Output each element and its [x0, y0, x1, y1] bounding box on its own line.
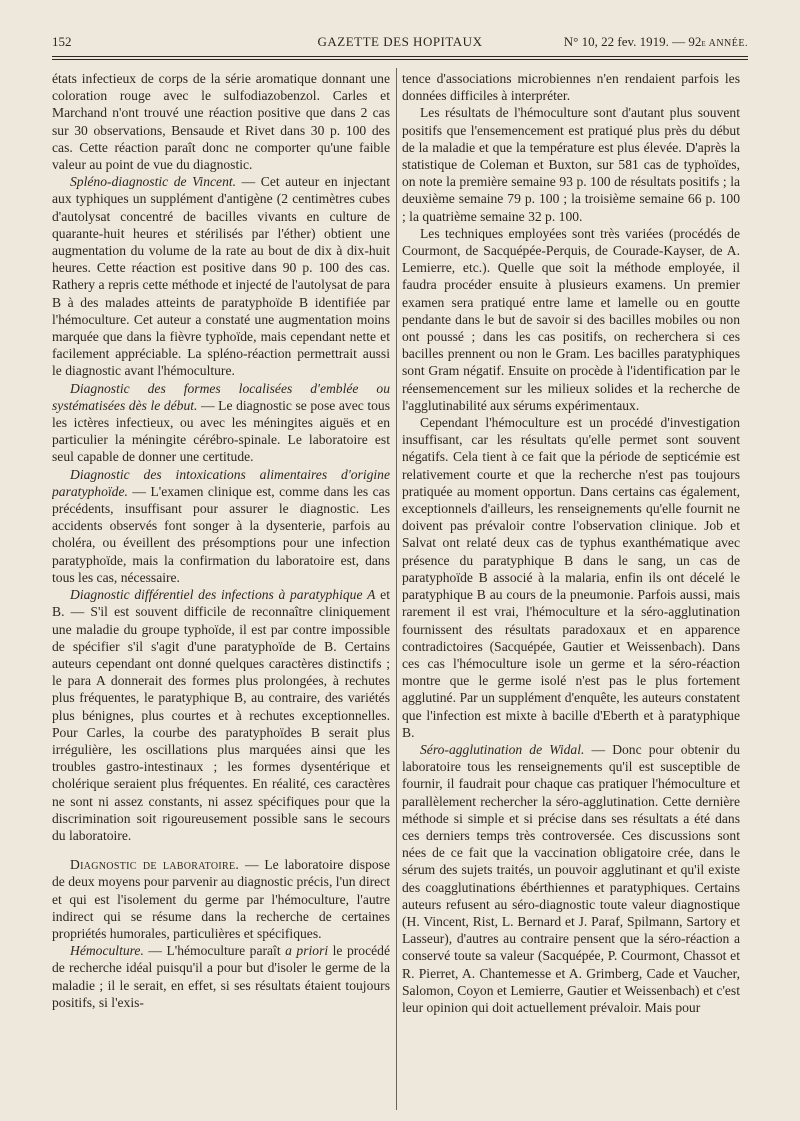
paragraph: Hémoculture. — L'hémoculture paraît a priori le procédé de recherche idéal puisqu'il a pour but d'isoler le germe de la maladie ; il le serait, en effet, si ses résultats étaient toujours positifs, si l'exis- — [52, 943, 390, 1010]
page-number: 152 — [52, 34, 72, 49]
left-column — [52, 70, 390, 1110]
journal-title: GAZETTE DES HOPITAUX — [317, 34, 483, 49]
right-column — [402, 70, 740, 1110]
header-rule-thick — [52, 56, 748, 57]
paragraph: Diagnostic des formes localisées d'emblée ou systématisées dès le début. — Le diagnostic se pose avec tous les ictères infectieux, ou avec les méningites aiguës et en particulier la méningite cérébro-spinale. Le laboratoire est seul capable de donner une certitude. — [52, 380, 390, 465]
section-heading: Diagnostic différentiel des infections à paratyphique — [70, 587, 363, 603]
paragraph: états infectieux de corps de la série aromatique donnant une coloration rouge avec le sulfodiazobenzol. Carles et Marchand n'ont trouvé une réaction positive que dans 2 cas sur 30 observations, Bensaude et Rivet dans 30 p. 100 des cas. Cette réaction paraît donc ne comporter qu'une faible valeur au point de vue du diagnostic. — [52, 71, 390, 173]
section-heading: Diagnostic des formes localisées d'emblée ou systématisées dès le début. — [52, 380, 390, 413]
page-header — [52, 34, 748, 52]
section-heading: Diagnostic des intoxications alimentaires d'origine paratyphoïde. — [52, 466, 390, 499]
section-heading: Spléno-diagnostic de Vincent. — [70, 174, 237, 190]
paragraph: Séro-agglutination de Widal. — Donc pour obtenir du laboratoire tous les renseignements qu'il est susceptible de fournir, il faudrait pour chaque cas pratiquer l'hémoculture et parallèlement rechercher la séro-agglutination. Cette dernière méthode si simple et si précise dans ses résultats a été dans ces derniers temps très controversée. Ces discussions sont nées de ce fait que la vaccination obligatoire crée, dans le sérum des sujets traités, un pouvoir agglutinant et qu'il existe des coagglutinations ébérthiennes et paratyphiques. Certains auteurs refusent au séro-diagnostic toute valeur diagnostique (H. Vincent, Rist, L. Bernard et J. Paraf, Spilmann, Sartory et Lasseur), d'autres au contraire pensent que la séro-réaction a conservé toute sa valeur (Sacquépée, P. Courmont, Chassot et R. Pierret, A. Chantemesse et A. Grimberg, Cade et Vaucher, Salomon, Coyon et Lemierre, Gautier et Weissenbach) et c'est leur opinion qui doit actuellement prévaloir. Mais pour — [402, 741, 740, 1015]
header-rule-thin — [52, 59, 748, 60]
paragraph: Spléno-diagnostic de Vincent. — Cet auteur en injectant aux typhiques un supplément d'antigène (2 centimètres cubes d'autolysat concentré de bacilles vivants en culture de quarante-huit heures et stérilisés par l'éther) obtient une augmentation du volume de la rate au bout de dix à dix-huit heures. Cette réaction est positive dans 90 p. 100 des cas. Rathery a repris cette méthode et injecté de l'autolysat de para B à des malades atteints de paratyphoïde B identifiée par l'hémoculture. Cet auteur a constaté une augmentation moins marquée que dans la fièvre typhoïde, mais cependant nette et facilement appréciable. La spléno-réaction permettrait aussi le diagnostic avant l'hémoculture. — [52, 174, 390, 379]
issue-info — [564, 34, 748, 50]
paragraph: Diagnostic de laboratoire. — Le laboratoire dispose de deux moyens pour parvenir au diagnostic précis, l'un direct et qui est l'isolement du germe par l'hémoculture, l'autre indirect qui se résume dans la recherche de certaines propriétés humorales, particulières et spécifiques. — [52, 857, 390, 941]
paragraph: Diagnostic différentiel des infections à paratyphique A et B. — S'il est souvent difficile de reconnaître cliniquement une maladie du groupe typhoïde, il est par contre impossible de spécifier s'il s'agit d'une paratyphoïde de B. Certains auteurs cependant ont donné quelques caractères distinctifs ; le para A donnerait des formes plus prolongées, à rechutes plus fréquentes, le paratyphique B, au contraire, des variétés plus bénignes, plus courtes et à rechutes exceptionnelles. Pour Carles, la courbe des paratyphoïdes B serait plus irrégulière, les oscillations plus marquées ainsi que les troubles gastro-intestinaux ; les formes dysentérique et cholérique seraient plus fréquentes. En réalité, ces caractères ne sont ni assez constants, ni assez spécifiques pour que la discrimination soit rigoureusement possible sans le secours du laboratoire. — [52, 587, 390, 843]
paragraph: Cependant l'hémoculture est un procédé d'investigation insuffisant, car les résultats qu'elle permet sont souvent négatifs. Cela tient à ce fait que la période de septicémie est relativement courte et que la recherche n'est pas toujours pratiquée au moment opportun. Dans certains cas également, exceptionnels d'ailleurs, les renseignements qu'elle fournit ne doivent pas prévaloir contre l'observation clinique. Job et Salvat ont relaté deux cas de typhus exanthématique avec présence du paratyphique B dans le sang, un cas de paratyphoïde B associé à la malaria, enfin ils ont décelé le paratyphique B au cours de la pneumonie. Parfois aussi, mais rarement il est vrai, l'hémoculture et la séro-agglutination fournissent des résultats paradoxaux et en apparence contradictoires (Sacquépée, Gautier et Weissenbach). Dans ces cas l'hémoculture isole un germe et la séro-réaction montre que le germe isolé n'est pas le plus fortement agglutiné. Par un supplément d'enquête, les auteurs constatent que l'infection est mixte à bacille d'Eberth et à paratyphique B. — [402, 415, 740, 740]
paragraph: Les techniques employées sont très variées (procédés de Courmont, de Sacquépée-Perquis, de Courade-Kayser, de A. Lemierre, etc.). Quelle que soit la méthode employée, il faudra procéder ensuite à plusieurs examens. Un premier examen sera pratiqué entre lame et lamelle ou en goutte pendante dans le but de savoir si des bacilles mobiles ou non ont poussé ; dans les cas positifs, on recherchera si ces bacilles prennent ou non le Gram. Les bacilles paratyphiques sont Gram négatif. Ensuite on procède à l'identification par le réensemencement sur les milieux solides et la recherche de l'agglutinabilité aux sérums expérimentaux. — [402, 225, 740, 413]
paragraph: tence d'associations microbiennes n'en rendaient parfois les données difficiles à interpréter. — [402, 71, 740, 104]
issue-main: N° 10, 22 fev. 1919. — 92 — [563, 34, 702, 49]
column-divider — [396, 68, 397, 1110]
paragraph: Diagnostic des intoxications alimentaires d'origine paratyphoïde. — L'examen clinique est, comme dans les cas précédents, insuffisant pour assurer le diagnostic. Les accidents observés font songer à la dysenterie, parfois au choléra, ou éveillent des présomptions pour une infection paratyphoïde, mais la confirmation du laboratoire est, dans tous les cas, nécessaire. — [52, 466, 390, 585]
paragraph: Les résultats de l'hémoculture sont d'autant plus souvent positifs que l'ensemencement est pratiqué plus près du début de la maladie et que la température est plus élevée. D'après la statistique de Coleman et Buxton, sur 581 cas de typhoïdes, on note la première semaine 93 p. 100 de résultats positifs ; la deuxième semaine 79 p. 100 ; la troisième semaine 66 p. 100 ; la quatrième semaine 32 p. 100. — [402, 105, 740, 224]
section-heading: Hémoculture. — [70, 943, 144, 959]
issue-suffix: e ANNÉE. — [701, 38, 748, 49]
section-heading: Séro-agglutination de Widal. — [420, 741, 585, 757]
section-heading: Diagnostic de laboratoire. — [70, 857, 240, 873]
